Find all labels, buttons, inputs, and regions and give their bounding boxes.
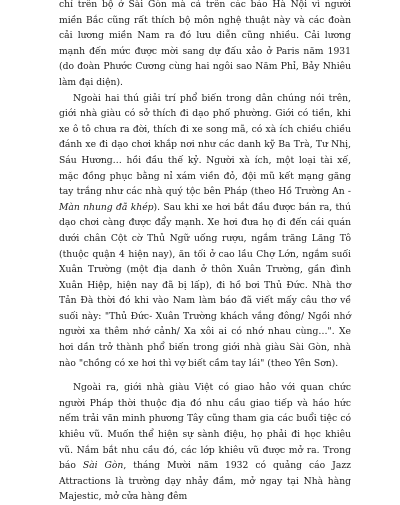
paragraph-2 <box>59 91 351 372</box>
text-column <box>59 0 351 505</box>
paragraph-2-text-a: Ngoài hai thú giải trí phổ biến trong dân chúng nói trên, giới nhà giàu có sở thích đi dạo phố phường. Giới có tiền, khi xe ô tô chưa ra đời, thích đi xe song mã, có xà ích chiều chiều đánh xe đi dạo chơi khắp nơi như các danh kỹ Ba Trà, Tư Nhị, Sáu Hương… hồi đầu thế kỷ. Người xà ích, một loại tài xế, mặc đồng phục bằng nỉ xám viền đỏ, đội mũ kết mạng găng tay trắng như các nhà quý tộc bên Pháp (theo Hồ Trường An - <box>59 92 351 198</box>
paragraph-3-text-b: , tháng Mười năm 1932 có quảng cáo Jazz Attractions là trường dạy nhảy đầm, mở ngay tại Nhà hàng Majestic, mở cửa hàng đêm <box>59 460 352 503</box>
paragraph-2-text-b: ). Sau khi xe hơi bắt đầu được bán ra, thú dạo chơi càng được đẩy mạnh. Xe hơi đưa họ đi đến cái quán dưới chân Cột cờ Thủ Ngữ uống rượu, ngắm trăng Lăng Tô (thuộc quận 4 hiện nay), ăn tối ở cao lầu Chợ Lớn, ngắm suối Xuân Trường (một địa danh ở thôn Xuân Trường, gần đình Xuân Hiệp, hiện nay đã bị lấp), đi hồ bơi Thủ Đức. Nhà thơ Tản Đà thời đó khi vào Nam làm báo đã viết mấy câu thơ về suối này: "Thủ Đức- Xuân Trường khách vắng đông/ Ngồi nhớ người xa thêm nhớ cảnh/ Xa xôi ai có nhớ nhau cùng…". Xe hơi dần trở thành phổ biến trong giới nhà giàu Sài Gòn, nhà nào "chồng có xe hơi thì vợ biết cầm tay lái" (theo Yên Sơn). <box>59 201 351 369</box>
newspaper-title-italic: Sài Gòn <box>82 460 124 472</box>
paragraph-3-text-a: Ngoài ra, giới nhà giàu Việt có giao hảo với quan chức người Pháp thời thuộc địa đó nhu cầu giao tiếp và háo hức nếm trải văn minh phương Tây cũng tham gia các buổi tiệc có khiêu vũ. Muốn thể hiện sự sành điệu, họ phải đi học khiêu vũ. Nắm bắt nhu cầu đó, các lớp khiêu vũ được mở ra. Trong báo <box>59 382 351 472</box>
paragraph-1 <box>59 0 351 91</box>
book-title-italic: Màn nhung đã khép <box>59 201 154 213</box>
paragraph-3 <box>59 380 351 505</box>
paragraph-1-text: chỉ trên bộ ở Sài Gòn mà cả trên các báo Hà Nội vì người miền Bắc cũng rất thích bộ môn nghệ thuật này và các đoàn cải lương miền Nam ra đó lưu diễn cũng nhiều. Cải lương mạnh đến mức được mời sang dự đấu xảo ở Paris năm 1931 (do đoàn Phước Cương cùng hai ngôi sao Năm Phỉ, Bảy Nhiêu làm đại diện). <box>59 0 351 88</box>
